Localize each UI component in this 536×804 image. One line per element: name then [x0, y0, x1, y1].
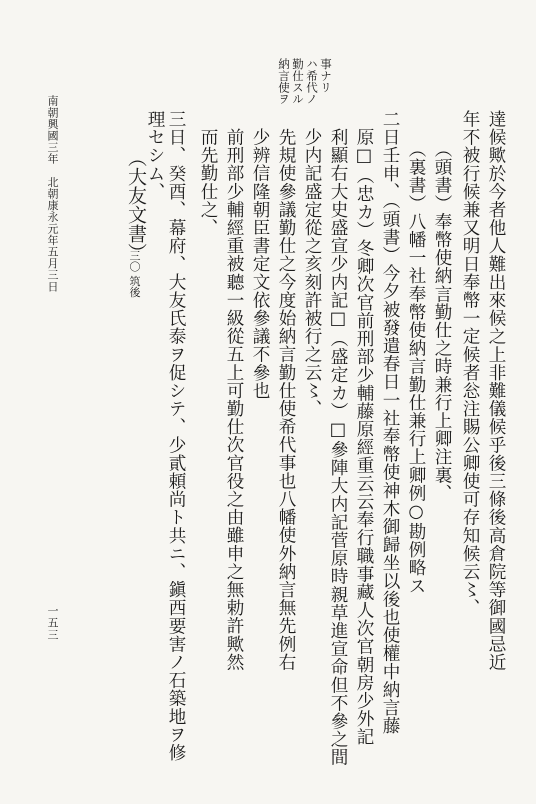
entry-line-2: 理セシム、	[145, 110, 165, 201]
body-line-7: 利顯右大史盛宣少内記□（盛定カ）□參陣大内記菅原時親草進宣命但不參之間	[328, 128, 348, 767]
source-note: 三〇 筑後	[128, 250, 141, 298]
entry-line-1: 三日、癸酉、幕府、大友氏泰ヲ促シテ、少貳頼尚ト共ニ、鎭西要害ノ石築地ヲ修	[166, 110, 186, 762]
body-line-8: 少内記盛定從之亥刻許被行之云〻、	[302, 128, 322, 418]
body-line-12: 而先勤仕之、	[198, 128, 218, 237]
body-line-11: 前刑部少輔經重被聽一級從五上可勤仕次官役之由雖申之無勅許歟然	[224, 128, 244, 671]
source-title: （大友文書）	[125, 148, 147, 262]
page-number: 一五三	[46, 605, 59, 641]
margin-note-line-3: ハ希代ノ	[305, 58, 319, 105]
body-line-3: （頭書）奉幣使納言勤仕之時兼行上卿注裏、	[432, 140, 452, 502]
body-line-2: 年不被行候兼又明日奉幣一定候者忩注賜公卿使可存知候云〻、	[460, 110, 480, 617]
body-line-9: 先規使參議勤仕之今度始納言勤仕使希代事也八幡使外納言無先例右	[276, 128, 296, 671]
body-line-10: 少辨信隆朝臣書定文依參議不參也	[250, 128, 270, 400]
margin-note-line-4: 事ナリ	[319, 58, 333, 94]
margin-note-line-2: 勤仕スル	[291, 58, 305, 105]
margin-note-line-1: 納言使ヲ	[277, 58, 291, 105]
body-line-4: （裏書）八幡一社奉幣使納言勤仕兼行上卿例○勘例略ス	[406, 140, 426, 595]
running-header: 南朝興國三年 北朝康永元年五月三日	[46, 95, 59, 293]
body-line-6: 原□（忠カ）冬卿次官前刑部少輔藤原經重云云奉行職事藏人次官朝房少外記	[354, 128, 374, 746]
body-line-1: 達候歟於今者他人難出來候之上非難儀候乎後三條後高倉院等御國忌近	[486, 110, 506, 672]
body-line-5: 二日壬申、（頭書）今夕被發遣春日一社奉幣使神木御歸坐以後也使權中納言藤	[380, 110, 400, 735]
